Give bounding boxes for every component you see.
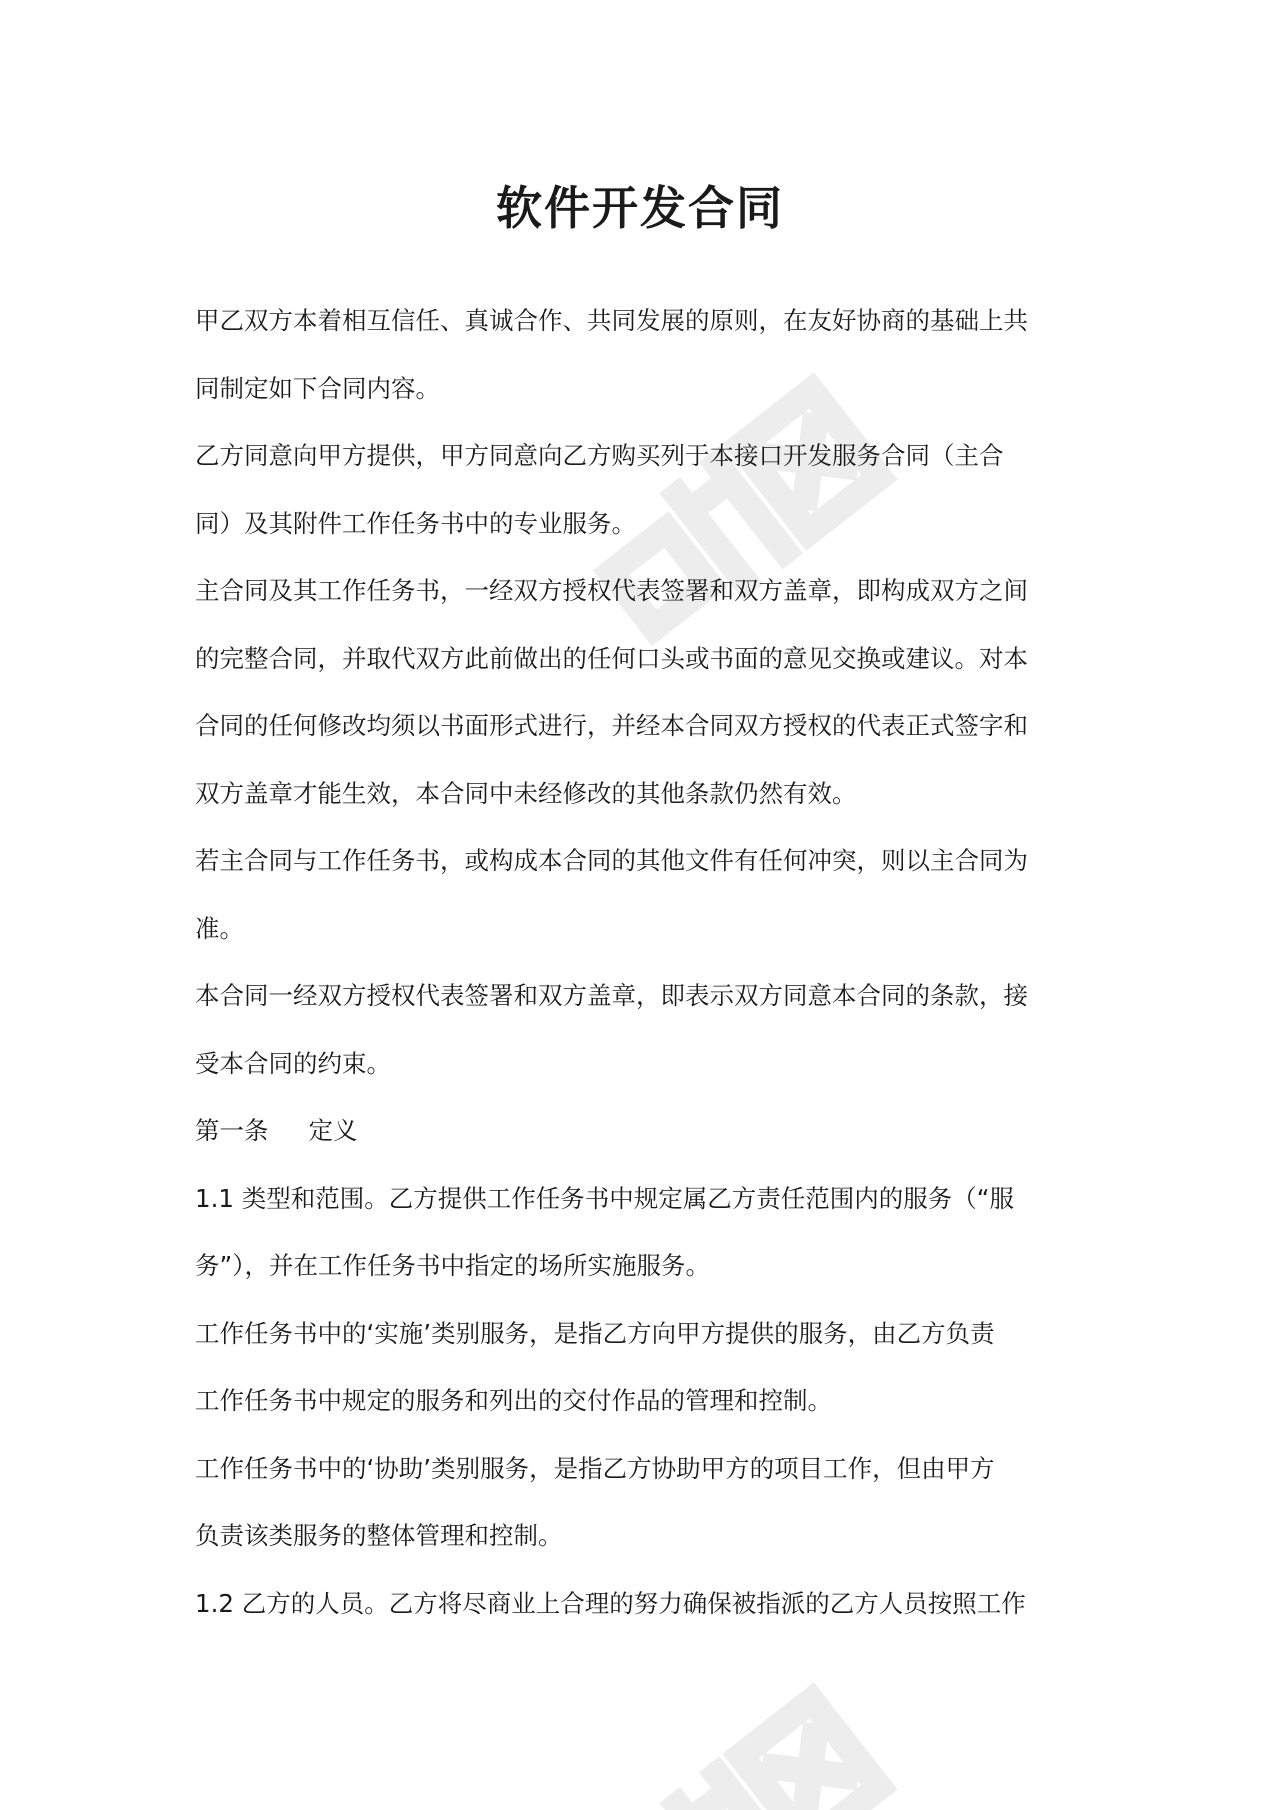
paragraph-line: 甲乙双方本着相互信任、真诚合作、共同发展的原则，在友好协商的基础上共 <box>195 306 1028 335</box>
paragraph-line: 负责该类服务的整体管理和控制。 <box>195 1521 563 1550</box>
paragraph-line: 主合同及其工作任务书，一经双方授权代表签署和双方盖章，即构成双方之间 <box>195 576 1028 605</box>
paragraph-line: 务”），并在工作任务书中指定的场所实施服务。 <box>195 1251 710 1280</box>
paragraph-line: 同）及其附件工作任务书中的专业服务。 <box>195 508 636 538</box>
paragraph-line: 1.2 乙方的人员。乙方将尽商业上合理的努力确保被指派的乙方人员按照工作 <box>195 1588 1026 1618</box>
paragraph-line: 准。 <box>195 913 244 943</box>
paragraph-line: 合同的任何修改均须以书面形式进行，并经本合同双方授权的代表正式签字和 <box>195 711 1028 740</box>
paragraph-line: 工作任务书中的‘协助’类别服务，是指乙方协助甲方的项目工作，但由甲方 <box>195 1453 995 1483</box>
paragraph-line: 1.1 类型和范围。乙方提供工作任务书中规定属乙方责任范围内的服务（“服 <box>195 1183 1014 1213</box>
watermark-bottom <box>560 1640 920 1810</box>
paragraph-line: 的完整合同，并取代双方此前做出的任何口头或书面的意见交换或建议。对本 <box>195 643 1028 673</box>
paragraph-line: 若主合同与工作任务书，或构成本合同的其他文件有任何冲突，则以主合同为 <box>195 846 1028 875</box>
paragraph-line: 同制定如下合同内容。 <box>195 373 440 403</box>
paragraph-line: 工作任务书中的‘实施’类别服务，是指乙方向甲方提供的服务，由乙方负责 <box>195 1318 995 1348</box>
article-1-name: 定义 <box>308 1116 358 1145</box>
article-1-number: 第一条 <box>195 1116 269 1145</box>
paragraph-line: 乙方同意向甲方提供，甲方同意向乙方购买列于本接口开发服务合同（主合 <box>195 441 1004 470</box>
paragraph-line: 本合同一经双方授权代表签署和双方盖章，即表示双方同意本合同的条款，接 <box>195 981 1028 1010</box>
article-1-heading <box>195 1097 1085 1165</box>
document-body <box>195 287 1085 1637</box>
document-title: 软件开发合同 <box>496 181 784 235</box>
paragraph-line: 受本合同的约束。 <box>195 1048 391 1078</box>
paragraph-line: 工作任务书中规定的服务和列出的交付作品的管理和控制。 <box>195 1386 832 1415</box>
paragraph-line: 双方盖章才能生效，本合同中未经修改的其他条款仍然有效。 <box>195 778 857 808</box>
